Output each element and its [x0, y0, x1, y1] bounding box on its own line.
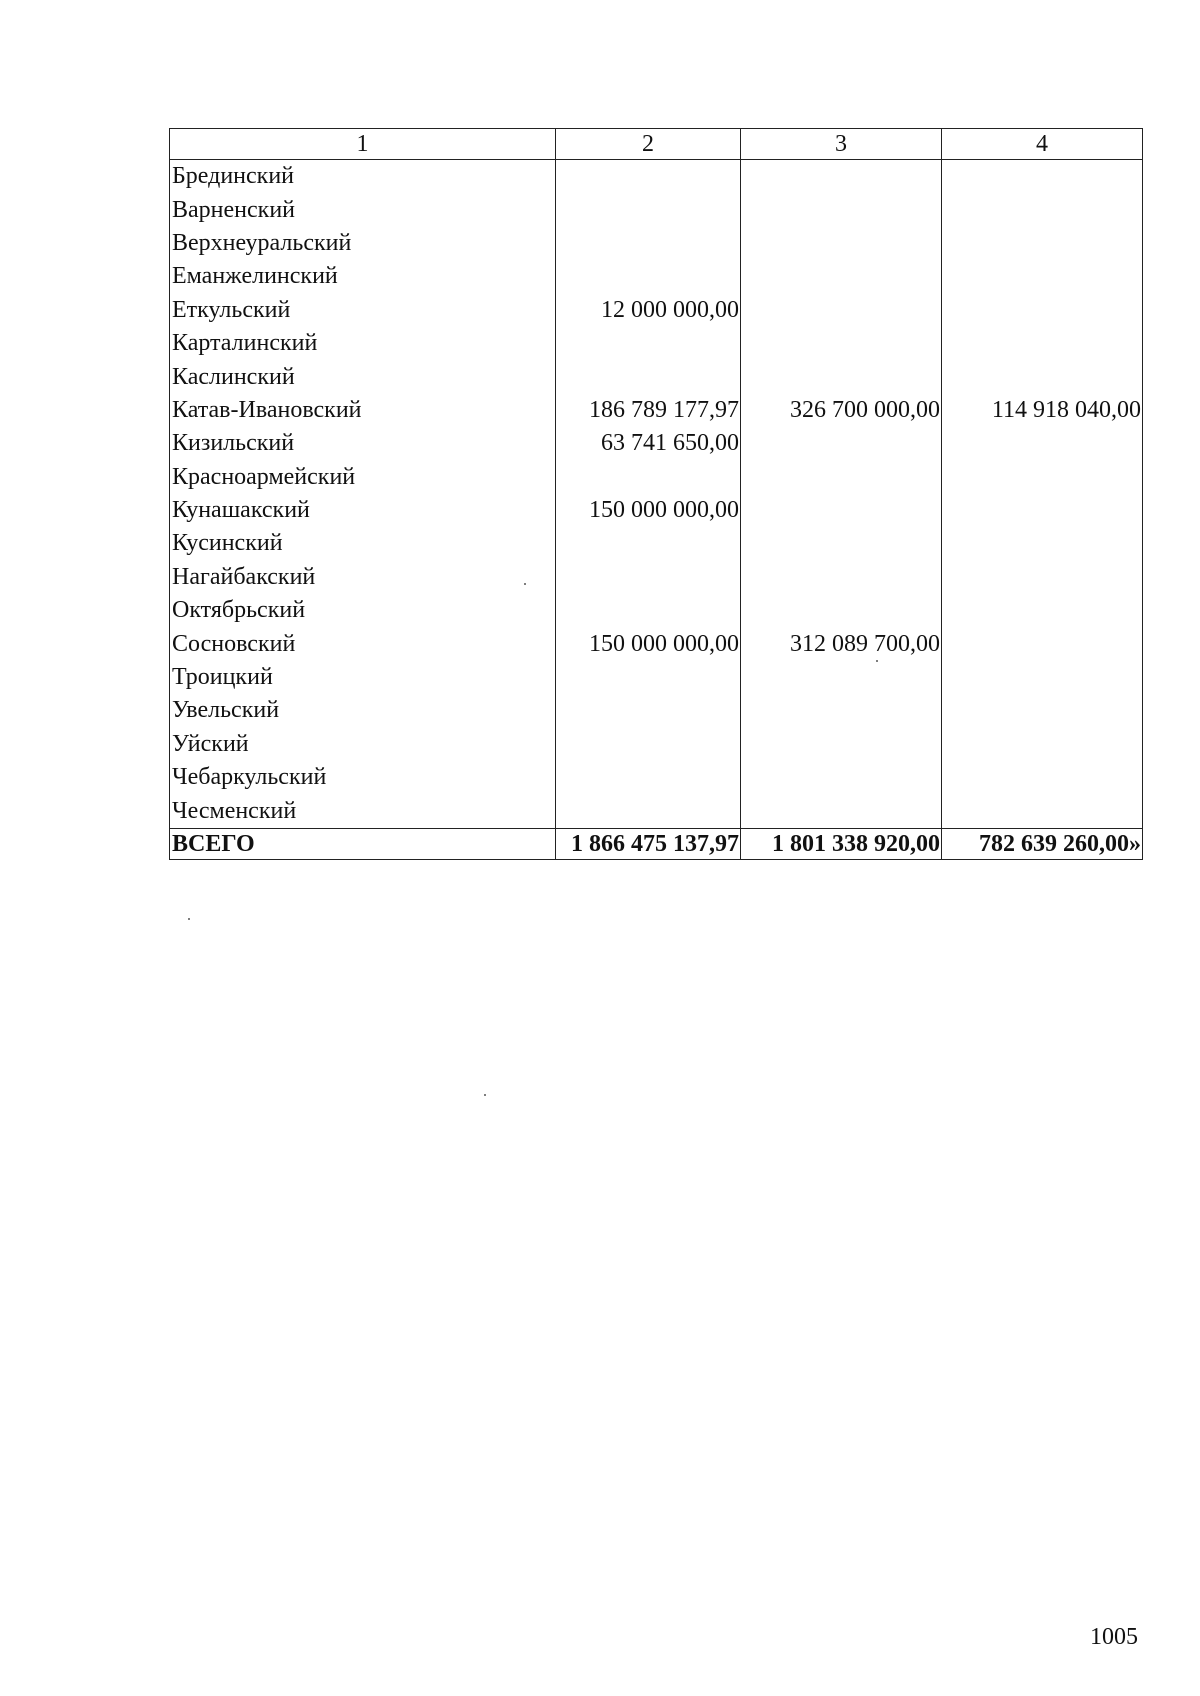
value-col-2: [556, 594, 741, 627]
table-row: [170, 594, 1143, 627]
district-name: Варненский: [170, 193, 556, 226]
value-col-2: [556, 327, 741, 360]
header-row: [170, 129, 1143, 160]
value-col-2: 63 741 650,00: [556, 427, 741, 460]
value-col-2: [556, 728, 741, 761]
scan-speck: [188, 918, 190, 920]
value-col-2: [556, 761, 741, 794]
table-row: [170, 794, 1143, 828]
value-col-4: [942, 728, 1143, 761]
value-col-4: [942, 561, 1143, 594]
value-col-3: [741, 327, 942, 360]
value-col-4: [942, 260, 1143, 293]
value-col-2: 12 000 000,00: [556, 294, 741, 327]
value-col-4: [942, 193, 1143, 226]
page-number: 1005: [1090, 1624, 1138, 1650]
total-value-4: 782 639 260,00»: [942, 828, 1143, 859]
value-col-3: [741, 494, 942, 527]
value-col-3: [741, 260, 942, 293]
column-header-2: 2: [556, 129, 741, 160]
column-header-4: 4: [942, 129, 1143, 160]
value-col-4: [942, 160, 1143, 194]
value-col-3: [741, 294, 942, 327]
table-body: [170, 160, 1143, 829]
table-row: [170, 427, 1143, 460]
value-col-4: [942, 294, 1143, 327]
table-row: [170, 527, 1143, 560]
value-col-3: [741, 761, 942, 794]
value-col-2: 150 000 000,00: [556, 627, 741, 660]
value-col-2: [556, 193, 741, 226]
column-header-1: 1: [170, 129, 556, 160]
table-row: [170, 260, 1143, 293]
value-col-4: [942, 627, 1143, 660]
value-col-3: 312 089 700,00: [741, 627, 942, 660]
table-row: [170, 360, 1143, 393]
district-name: Еманжелинский: [170, 260, 556, 293]
table-row: [170, 494, 1143, 527]
total-value-2: 1 866 475 137,97: [556, 828, 741, 859]
table-row: [170, 160, 1143, 194]
value-col-3: [741, 561, 942, 594]
value-col-4: [942, 661, 1143, 694]
value-col-3: [741, 527, 942, 560]
value-col-3: [741, 427, 942, 460]
value-col-2: [556, 360, 741, 393]
value-col-3: [741, 794, 942, 828]
value-col-4: [942, 527, 1143, 560]
value-col-4: [942, 494, 1143, 527]
total-label: ВСЕГО: [170, 828, 556, 859]
value-col-4: [942, 461, 1143, 494]
value-col-2: [556, 561, 741, 594]
table-row: [170, 694, 1143, 727]
scan-speck: [484, 1094, 486, 1096]
district-name: Кусинский: [170, 527, 556, 560]
district-name: Троицкий: [170, 661, 556, 694]
district-name: Еткульский: [170, 294, 556, 327]
table-row: [170, 561, 1143, 594]
value-col-2: [556, 260, 741, 293]
value-col-2: [556, 661, 741, 694]
value-col-2: [556, 794, 741, 828]
district-name: Чесменский: [170, 794, 556, 828]
value-col-4: [942, 360, 1143, 393]
district-name: Катав-Ивановский: [170, 394, 556, 427]
value-col-4: [942, 694, 1143, 727]
value-col-4: [942, 227, 1143, 260]
table-row: [170, 193, 1143, 226]
district-name: Нагайбакский: [170, 561, 556, 594]
table-row: [170, 627, 1143, 660]
scan-speck: [524, 583, 526, 585]
value-col-4: [942, 794, 1143, 828]
table-row: [170, 227, 1143, 260]
value-col-2: [556, 527, 741, 560]
value-col-3: [741, 461, 942, 494]
value-col-3: [741, 728, 942, 761]
budget-table: [169, 128, 1143, 860]
table-row: [170, 661, 1143, 694]
table-row: [170, 294, 1143, 327]
district-name: Увельский: [170, 694, 556, 727]
value-col-3: [741, 193, 942, 226]
value-col-2: [556, 227, 741, 260]
value-col-3: [741, 360, 942, 393]
value-col-4: 114 918 040,00: [942, 394, 1143, 427]
value-col-4: [942, 761, 1143, 794]
total-value-3: 1 801 338 920,00: [741, 828, 942, 859]
table-row: [170, 394, 1143, 427]
value-col-3: [741, 694, 942, 727]
value-col-3: [741, 661, 942, 694]
district-name: Уйский: [170, 728, 556, 761]
district-name: Каслинский: [170, 360, 556, 393]
district-name: Кунашакский: [170, 494, 556, 527]
value-col-3: [741, 227, 942, 260]
district-name: Брединский: [170, 160, 556, 194]
value-col-4: [942, 327, 1143, 360]
value-col-2: 150 000 000,00: [556, 494, 741, 527]
table-row: [170, 461, 1143, 494]
value-col-2: [556, 461, 741, 494]
value-col-2: [556, 694, 741, 727]
district-name: Чебаркульский: [170, 761, 556, 794]
district-name: Красноармейский: [170, 461, 556, 494]
value-col-3: [741, 594, 942, 627]
table-row: [170, 761, 1143, 794]
column-header-3: 3: [741, 129, 942, 160]
district-name: Кизильский: [170, 427, 556, 460]
value-col-4: [942, 427, 1143, 460]
district-name: Сосновский: [170, 627, 556, 660]
district-name: Октябрьский: [170, 594, 556, 627]
value-col-2: [556, 160, 741, 194]
district-name: Верхнеуральский: [170, 227, 556, 260]
table-row: [170, 327, 1143, 360]
scan-speck: [876, 660, 878, 662]
total-row: [170, 828, 1143, 859]
value-col-2: 186 789 177,97: [556, 394, 741, 427]
value-col-3: 326 700 000,00: [741, 394, 942, 427]
value-col-4: [942, 594, 1143, 627]
table-row: [170, 728, 1143, 761]
district-name: Карталинский: [170, 327, 556, 360]
value-col-3: [741, 160, 942, 194]
